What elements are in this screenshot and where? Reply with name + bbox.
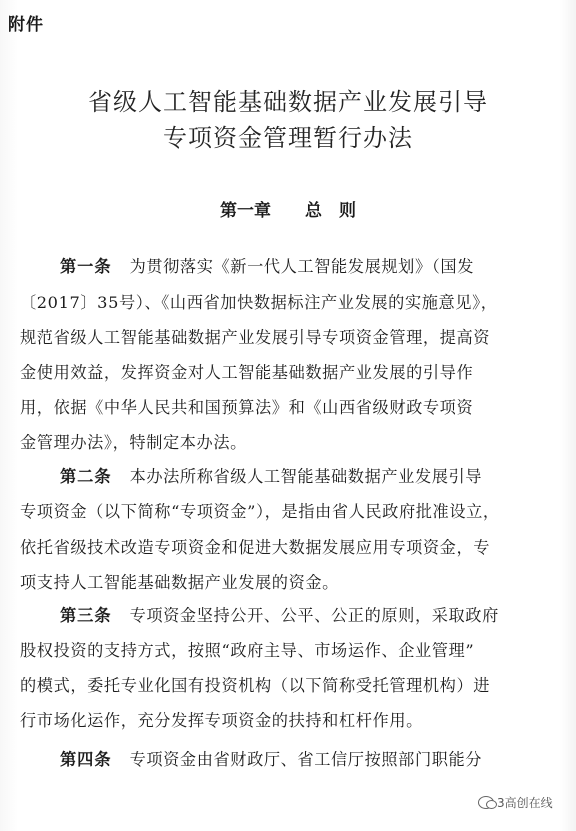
article-1-line-6: 金管理办法》，特制定本办法。 — [20, 433, 247, 452]
article-text: 本办法所称省级人工智能基础数据产业发展引导 — [129, 467, 483, 486]
attachment-label: 附件 — [8, 15, 44, 35]
document-title-line-2: 专项资金管理暂行办法 — [163, 124, 413, 152]
article-text: 专项资金由省财政厅、省工信厅按照部门职能分 — [129, 750, 483, 769]
watermark-text: 3高创在线 — [497, 796, 553, 810]
document-title-line-1: 省级人工智能基础数据产业发展引导 — [88, 88, 488, 116]
article-2-line-1 — [60, 463, 560, 487]
wechat-icon — [478, 796, 494, 809]
article-3-line-2: 股权投资的支持方式，按照“政府主导、市场运作、企业管理” — [20, 641, 475, 660]
article-2-line-4: 项支持人工智能基础数据产业发展的资金。 — [20, 573, 339, 592]
article-3-line-3: 的模式，委托专业化国有投资机构（以下简称受托管理机构）进 — [20, 676, 491, 695]
article-3-line-4: 行市场化运作，充分发挥专项资金的扶持和杠杆作用。 — [20, 711, 423, 730]
chapter-number: 第一章 — [220, 201, 272, 221]
chapter-name: 总 则 — [304, 201, 356, 221]
article-1-line-1 — [60, 253, 560, 277]
article-label: 第四条 — [60, 750, 112, 769]
article-3-line-1 — [60, 602, 560, 626]
chapter-heading — [0, 196, 576, 221]
article-1-line-2: 〔2017〕35号）、《山西省加快数据标注产业发展的实施意见》， — [20, 293, 498, 312]
article-text: 专项资金坚持公开、公平、公正的原则，采取政府 — [129, 606, 499, 625]
article-label: 第一条 — [60, 257, 112, 276]
article-text: 为贯彻落实《新一代人工智能发展规划》（国发 — [129, 257, 474, 276]
article-1-line-5: 用，依据《中华人民共和国预算法》和《山西省级财政专项资 — [20, 398, 474, 417]
article-1-line-4: 金使用效益，发挥资金对人工智能基础数据产业发展的引导作 — [20, 363, 474, 382]
article-label: 第三条 — [60, 606, 112, 625]
article-2-line-3: 依托省级技术改造专项资金和促进大数据发展应用专项资金，专 — [20, 538, 491, 557]
article-label: 第二条 — [60, 467, 112, 486]
article-4-line-1 — [60, 746, 560, 770]
article-2-line-2: 专项资金（以下简称“专项资金”），是指由省人民政府批准设立， — [20, 502, 500, 521]
watermark — [478, 794, 553, 811]
article-1-line-3: 规范省级人工智能基础数据产业发展引导专项资金管理，提高资 — [20, 328, 491, 347]
